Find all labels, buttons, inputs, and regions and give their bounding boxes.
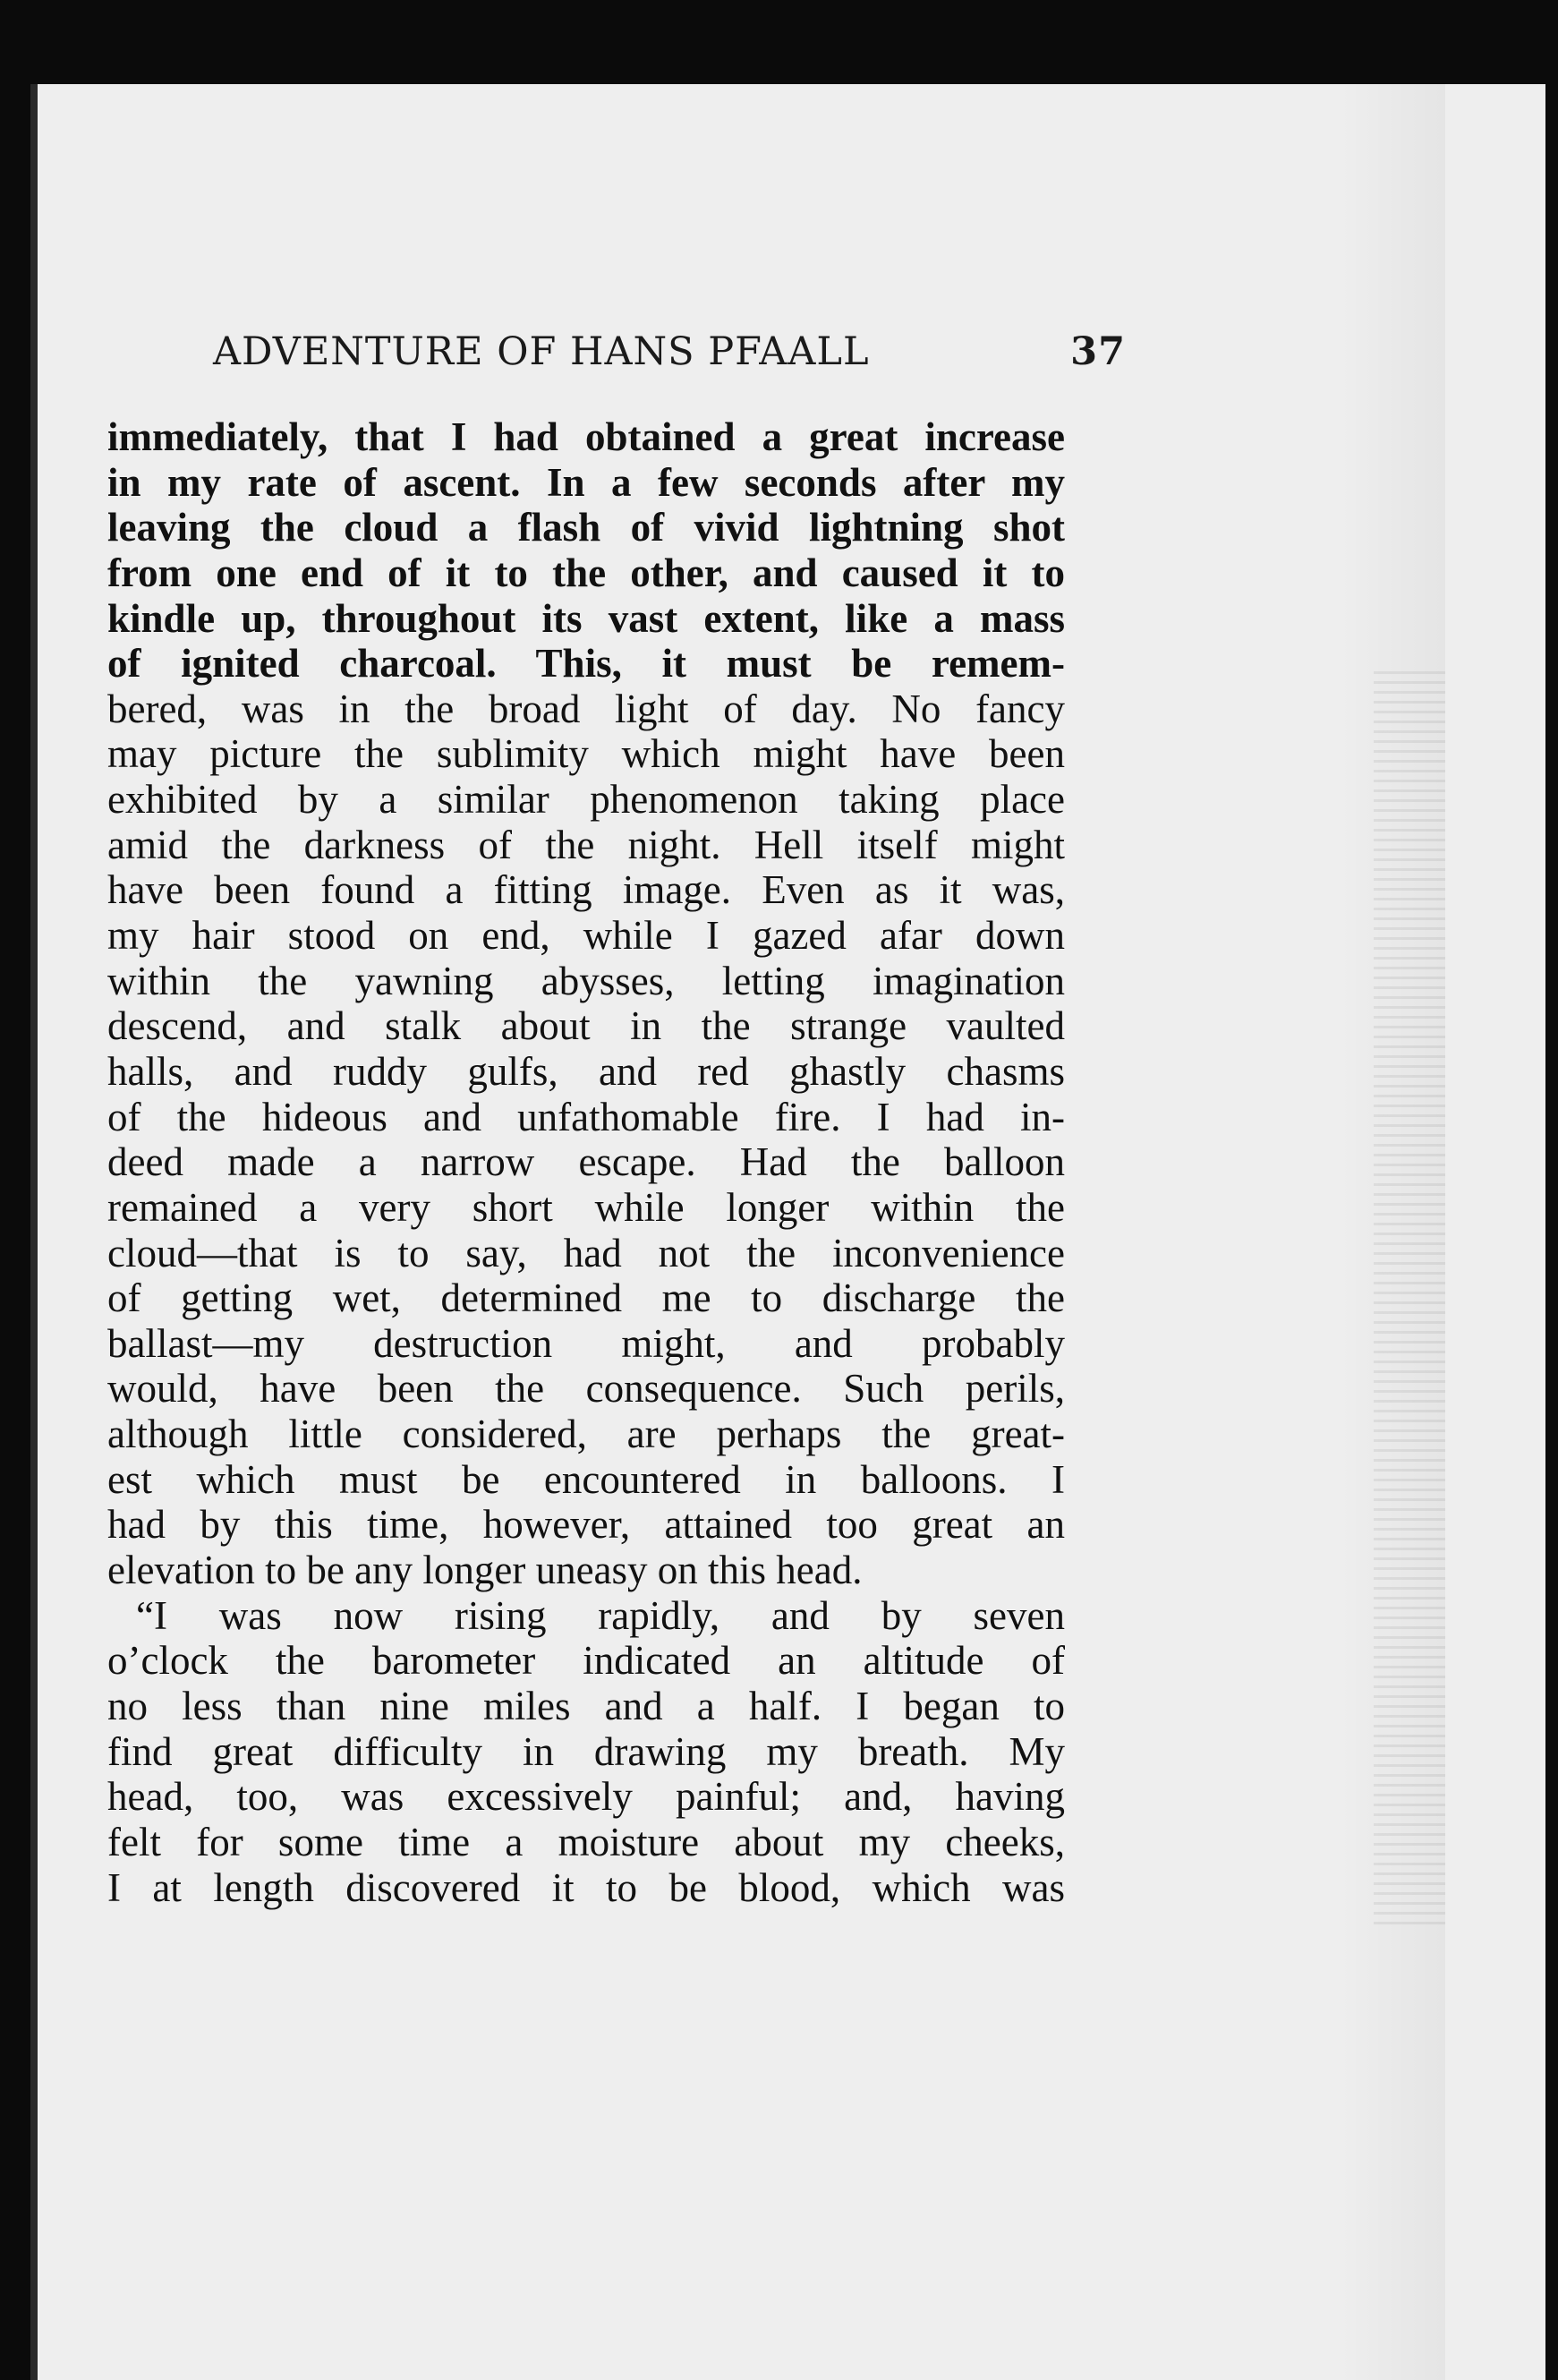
text-line: immediately, that I had obtained a great increase [107, 414, 1065, 459]
text-line: deed made a narrow escape. Had the balloon [107, 1139, 1065, 1185]
text-line: descend, and stalk about in the strange vaulted [107, 1003, 1065, 1049]
text-line: head, too, was excessively painful; and, having [107, 1774, 1065, 1820]
text-line: exhibited by a similar phenomenon taking place [107, 777, 1065, 823]
text-line: in my rate of ascent. In a few seconds after my [107, 459, 1065, 505]
text-line: halls, and ruddy gulfs, and red ghastly chasms [107, 1048, 1065, 1094]
text-line: would, have been the consequence. Such perils, [107, 1366, 1065, 1412]
text-line: of ignited charcoal. This, it must be remem- [107, 641, 1065, 687]
text-line: I at length discovered it to be blood, which was [107, 1864, 1065, 1910]
text-line: within the yawning abysses, letting imagination [107, 958, 1065, 1003]
text-line: amid the darkness of the night. Hell itself might [107, 822, 1065, 867]
text-line: leaving the cloud a flash of vivid lightning shot [107, 505, 1065, 550]
text-line: my hair stood on end, while I gazed afar down [107, 913, 1065, 959]
text-line: bered, was in the broad light of day. No fancy [107, 686, 1065, 731]
show-through-bleed [1374, 671, 1445, 1924]
text-line: had by this time, however, attained too great an [107, 1502, 1065, 1548]
text-line: est which must be encountered in balloons. I [107, 1456, 1065, 1502]
text-line: ballast—my destruction might, and probably [107, 1320, 1065, 1366]
text-line: from one end of it to the other, and caused it to [107, 550, 1065, 595]
text-line: may picture the sublimity which might have been [107, 731, 1065, 777]
text-line: felt for some time a moisture about my cheeks, [107, 1819, 1065, 1864]
text-line: find great difficulty in drawing my breath. My [107, 1728, 1065, 1774]
text-line: although little considered, are perhaps the great- [107, 1412, 1065, 1457]
text-line: kindle up, throughout its vast extent, like a mass [107, 595, 1065, 641]
text-line: of the hideous and unfathomable fire. I had in- [107, 1094, 1065, 1139]
text-line: no less than nine miles and a half. I began to [107, 1683, 1065, 1728]
page-number: 37 [1070, 329, 1126, 374]
text-line: elevation to be any longer uneasy on this head. [107, 1548, 863, 1593]
text-line: “I was now rising rapidly, and by seven [136, 1592, 1065, 1638]
text-line: have been found a fitting image. Even as it was, [107, 867, 1065, 913]
text-line: o’clock the barometer indicated an altitude of [107, 1638, 1065, 1684]
text-line: of getting wet, determined me to discharge the [107, 1275, 1065, 1321]
running-header-title: ADVENTURE OF HANS PFAALL [213, 329, 870, 374]
body-text [107, 414, 1065, 1910]
text-line: cloud—that is to say, had not the inconvenience [107, 1230, 1065, 1275]
text-line: remained a very short while longer within the [107, 1184, 1065, 1230]
